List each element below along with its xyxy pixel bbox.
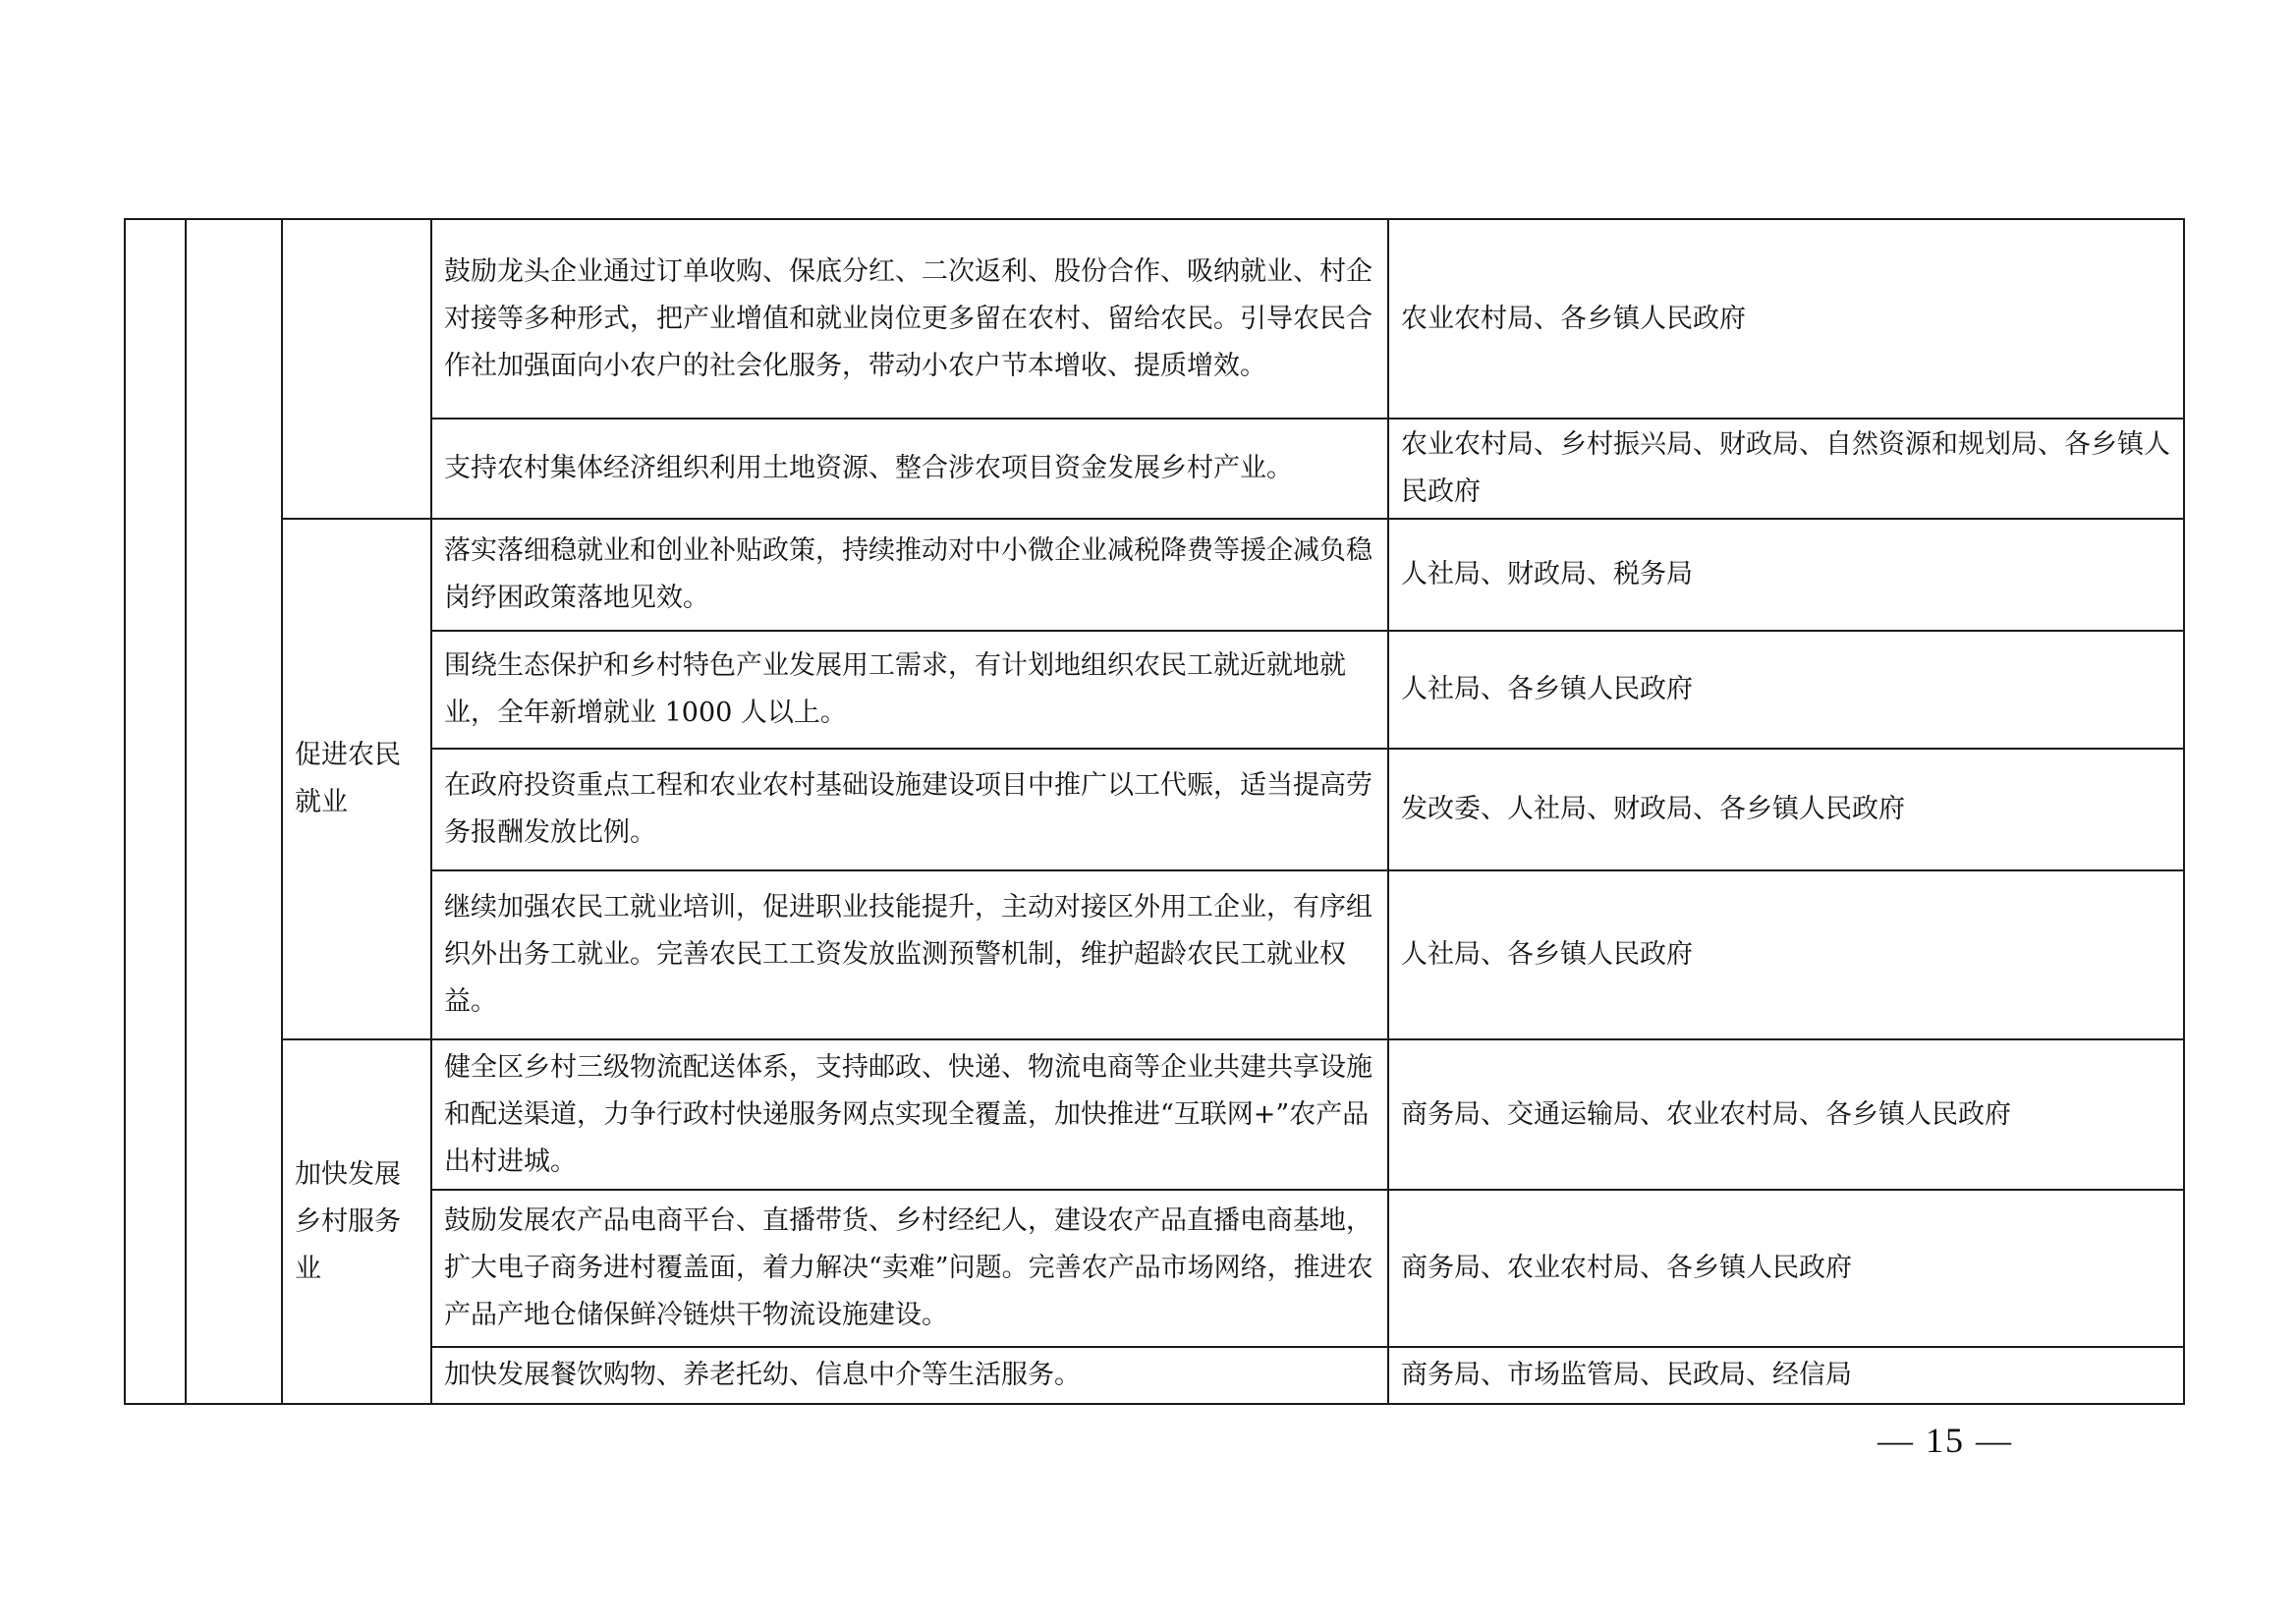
table-row — [125, 419, 2184, 519]
department-cell: 商务局、交通运输局、农业农村局、各乡镇人民政府 — [1388, 1039, 2184, 1190]
measure-cell: 围绕生态保护和乡村特色产业发展用工需求，有计划地组织农民工就近就地就业，全年新增就业 1000 人以上。 — [431, 631, 1388, 749]
measure-cell: 落实落细稳就业和创业补贴政策，持续推动对中小微企业减税降费等援企减负稳岗纾困政策落地见效。 — [431, 519, 1388, 631]
department-cell: 人社局、各乡镇人民政府 — [1388, 631, 2184, 749]
department-cell: 商务局、农业农村局、各乡镇人民政府 — [1388, 1190, 2184, 1347]
department-cell: 商务局、市场监管局、民政局、经信局 — [1388, 1347, 2184, 1404]
department-cell: 农业农村局、乡村振兴局、财政局、自然资源和规划局、各乡镇人民政府 — [1388, 419, 2184, 519]
table-row — [125, 1190, 2184, 1347]
measure-cell: 加快发展餐饮购物、养老托幼、信息中介等生活服务。 — [431, 1347, 1388, 1404]
department-cell: 人社局、各乡镇人民政府 — [1388, 870, 2184, 1039]
column-1-blank-cell — [125, 219, 186, 1404]
department-cell: 农业农村局、各乡镇人民政府 — [1388, 219, 2184, 419]
measure-cell: 在政府投资重点工程和农业农村基础设施建设项目中推广以工代赈，适当提高劳务报酬发放比例。 — [431, 749, 1388, 870]
category-cell-employment: 促进农民就业 — [282, 519, 431, 1039]
department-cell: 发改委、人社局、财政局、各乡镇人民政府 — [1388, 749, 2184, 870]
column-2-blank-cell — [186, 219, 282, 1404]
department-cell: 人社局、财政局、税务局 — [1388, 519, 2184, 631]
table-row — [125, 870, 2184, 1039]
category-cell-continued — [282, 219, 431, 519]
measure-cell: 鼓励发展农产品电商平台、直播带货、乡村经纪人，建设农产品直播电商基地，扩大电子商务进村覆盖面，着力解决“卖难”问题。完善农产品市场网络，推进农产品产地仓储保鲜冷链烘干物流设施建设。 — [431, 1190, 1388, 1347]
table-row — [125, 219, 2184, 419]
table-row — [125, 1347, 2184, 1404]
measures-table — [124, 218, 2185, 1405]
measure-cell: 继续加强农民工就业培训，促进职业技能提升，主动对接区外用工企业，有序组织外出务工就业。完善农民工工资发放监测预警机制，维护超龄农民工就业权益。 — [431, 870, 1388, 1039]
category-cell-rural-services: 加快发展乡村服务业 — [282, 1039, 431, 1404]
measure-cell: 支持农村集体经济组织利用土地资源、整合涉农项目资金发展乡村产业。 — [431, 419, 1388, 519]
table-row — [125, 519, 2184, 631]
table-row — [125, 631, 2184, 749]
measure-cell: 健全区乡村三级物流配送体系，支持邮政、快递、物流电商等企业共建共享设施和配送渠道，力争行政村快递服务网点实现全覆盖，加快推进“互联网+”农产品出村进城。 — [431, 1039, 1388, 1190]
measure-cell: 鼓励龙头企业通过订单收购、保底分红、二次返利、股份合作、吸纳就业、村企对接等多种形式，把产业增值和就业岗位更多留在农村、留给农民。引导农民合作社加强面向小农户的社会化服务，带动小农户节本增收、提质增效。 — [431, 219, 1388, 419]
table-row — [125, 749, 2184, 870]
page-number: — 15 — — [1877, 1421, 2013, 1460]
table-row — [125, 1039, 2184, 1190]
